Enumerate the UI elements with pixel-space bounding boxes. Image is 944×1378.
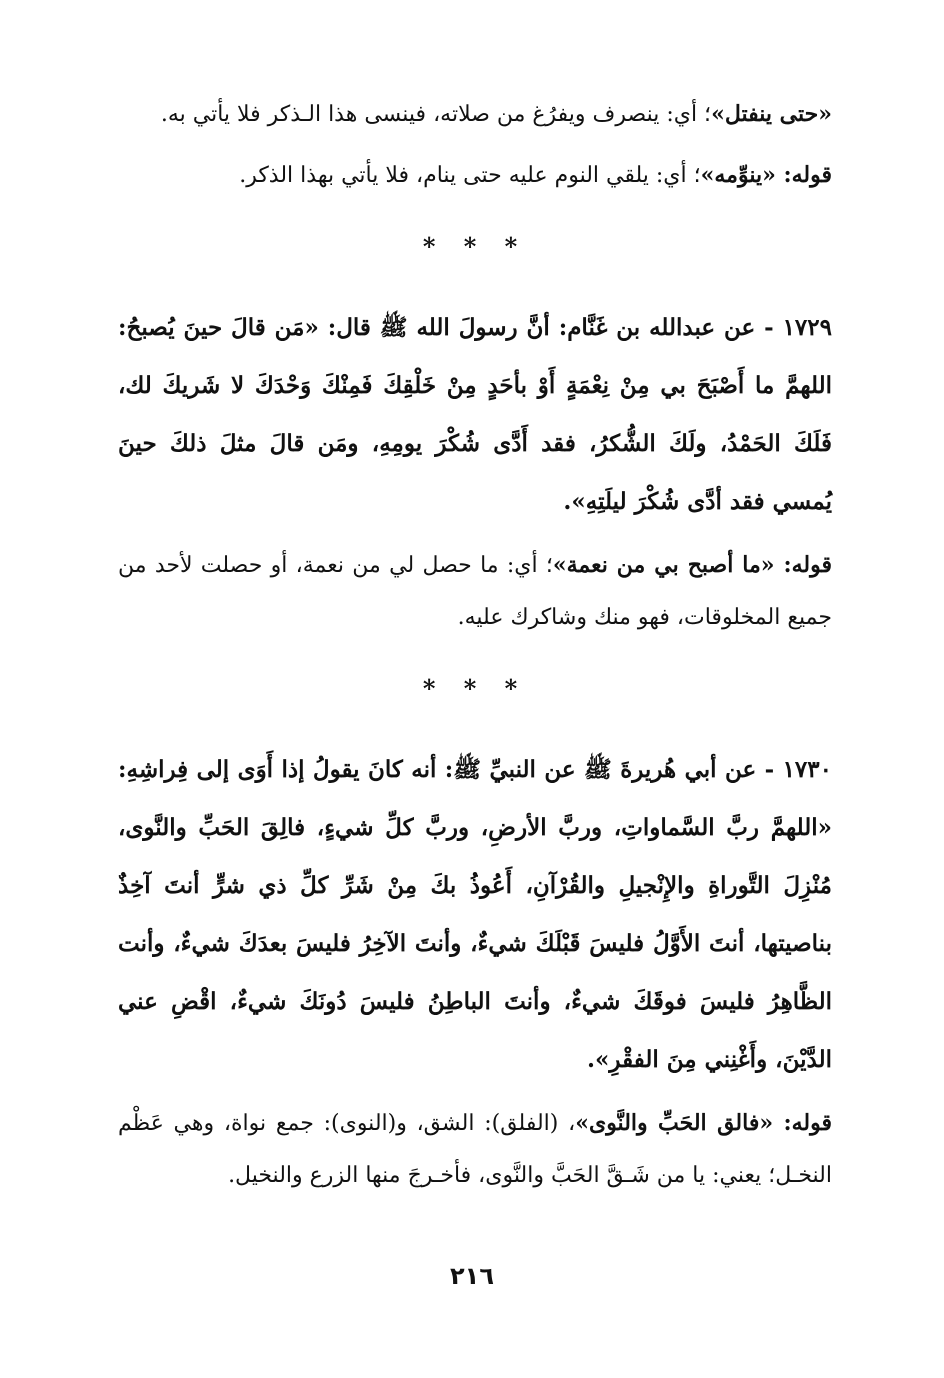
commentary-text: ؛ أي: ينصرف ويفرُغ من صلاته، فينسى هذا الـذكر فلا يأتي به. — [160, 102, 712, 127]
spacer — [118, 531, 832, 539]
paragraph-commentary-4 — [118, 1097, 832, 1202]
commentary-text: ؛ أي: يلقي النوم عليه حتى ينام، فلا يأتي بهذا الذكر. — [239, 163, 701, 188]
commentary-text: ؛ أي: ما حصل لي من نعمة، أو حصلت لأحد من جميع المخلوقات، فهو منك وشاكرك عليه. — [118, 553, 832, 630]
hadith-1730: ١٧٣٠ - عن أبي هُريرةَ ﷺ عن النبيِّ ﷺ: أنه كانَ يقولُ إذا أَوَى إلى فِراشِهِ: «اللهمَّ ربَّ السَّماواتِ، وربَّ الأرضِ، وربَّ كلِّ شيءٍ، فالِقَ الحَبِّ والنَّوى، مُنْزِلَ التَّوراةِ والإِنْجيلِ والقُرْآنِ، أَعُوذُ بكَ مِنْ شَرِّ كلِّ ذي شرٍّ أنتَ آخِذٌ بناصيتها، أنتَ الأَوَّلُ فليسَ قَبْلَكَ شيءٌ، وأنتَ الآخِرُ فليسَ بعدَكَ شيءٌ، وأنت الظَّاهِرُ فليسَ فوقَكَ شيءٌ، وأنتَ الباطِنُ فليسَ دُونَكَ شيءٌ، اقْضِ عني الدَّيْنَ، وأَغْنِني مِنَ الفقْرِ». — [118, 756, 832, 1073]
paragraph-commentary-2 — [118, 149, 832, 202]
spacer — [118, 1089, 832, 1097]
spacer — [118, 141, 832, 149]
paragraph-commentary-3 — [118, 539, 832, 644]
section-divider-stars: * * * — [422, 674, 528, 703]
quoted-term: «حتى ينفتل» — [711, 101, 832, 127]
page-body — [118, 88, 832, 1202]
quoted-term: قوله: «ما أصبح بي من نعمة» — [552, 552, 832, 578]
hadith-1729: ١٧٢٩ - عن عبدالله بن غَنَّام: أنَّ رسولَ الله ﷺ قال: «مَن قالَ حينَ يُصبحُ: اللهمَّ ما أَصْبَحَ بي مِنْ نِعْمَةٍ أَوْ بأحَدٍ مِنْ خَلْقِكَ فَمِنْكَ وَحْدَكَ لا شَريكَ لك، فَلَكَ الحَمْدُ، ولَكَ الشُّكرُ، فقد أَدَّى شُكْرَ يومِهِ، ومَن قالَ مثلَ ذلكَ حينَ يُمسي فقد أدَّى شُكْرَ ليلَتِهِ». — [118, 314, 832, 515]
quoted-term: قوله: «ينوِّمه» — [700, 162, 832, 188]
page-number: ٢١٦ — [450, 1262, 494, 1290]
commentary-text: ، (الفلق): الشق، و(النوى): جمع نواة، وهي عَظْم النخـل؛ يعني: يا من شَـقَّ الحَبَّ والنَّوى، فأخـرجَ منها الزرع والنخيل. — [118, 1111, 832, 1188]
section-divider-stars: * * * — [422, 232, 528, 261]
quoted-term: قوله: «فالق الحَبِّ والنَّوى» — [575, 1110, 832, 1136]
paragraph-commentary-1 — [118, 88, 832, 141]
